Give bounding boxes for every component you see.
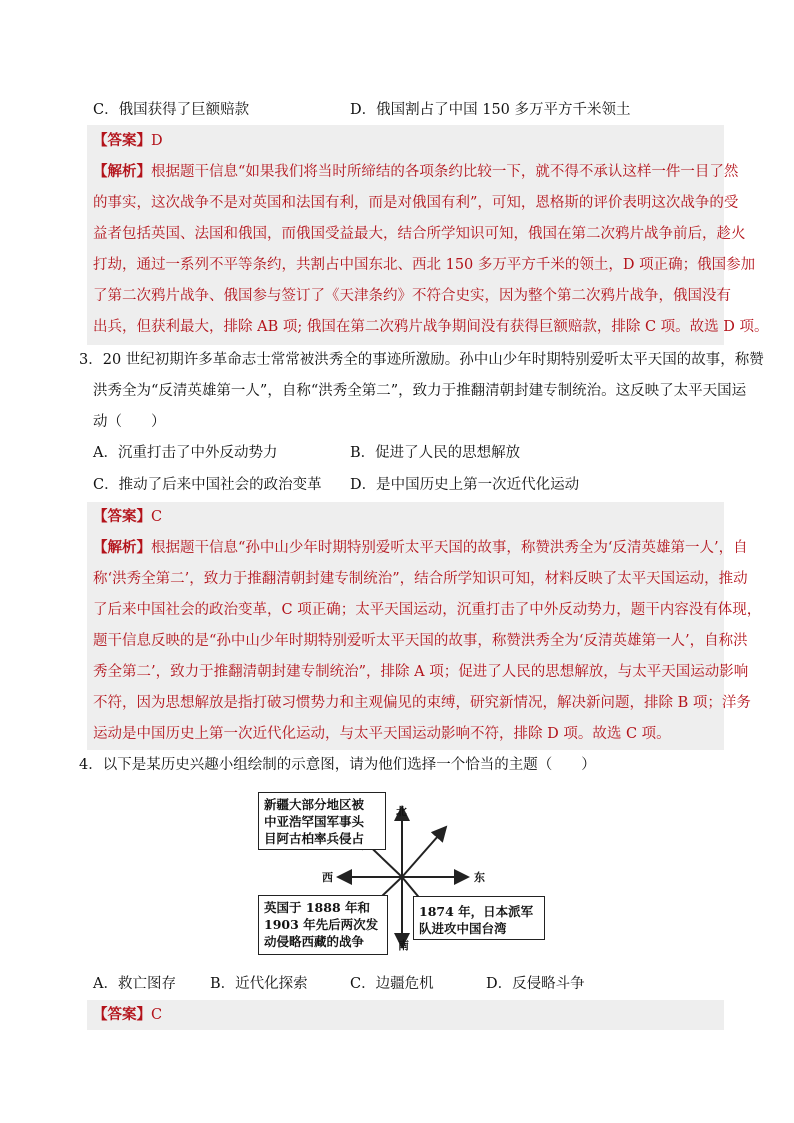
q3-option-d: D．是中国历史上第一次近代化运动 bbox=[350, 477, 580, 493]
answer-label: 【答案】 bbox=[93, 508, 151, 525]
q2-analysis-line: 益者包括英国、法国和俄国，而俄国受益最大，结合所学知识可知，俄国在第二次鸦片战争前后，趁火 bbox=[93, 226, 746, 242]
q4-option-c: C．边疆危机 bbox=[350, 976, 434, 992]
q2-analysis-line: 打劫，通过一系列不平等条约，共割占中国东北、西北 150 多万平方千米的领土，D 项正确；俄国参加 bbox=[93, 257, 756, 273]
q3-analysis-line: 运动是中国历史上第一次近代化运动，与太平天国运动影响不符，排除 D 项。故选 C 项。 bbox=[93, 726, 671, 742]
answer-value: C bbox=[151, 509, 163, 525]
q3-analysis-line: 称‘洪秀全第二’，致力于推翻清朝封建专制统治”，结合所学知识可知，材料反映了太平天国运动，推动 bbox=[93, 571, 748, 587]
q4-answer bbox=[93, 1004, 162, 1026]
q2-analysis-line: 了第二次鸦片战争、俄国参与签订了《天津条约》不符合史实，因为整个第二次鸦片战争，俄国没有 bbox=[93, 288, 731, 304]
q4-answer-block bbox=[87, 1000, 724, 1030]
q4-option-a: A．救亡图存 bbox=[93, 976, 176, 992]
q3-analysis-line: 【解析】根据题干信息“孙中山少年时期特别爱听太平天国的故事，称赞洪秀全为‘反清英雄第一人’，自 bbox=[93, 539, 748, 556]
diagram-box-taiwan: 1874 年，日本派军 队进攻中国台湾 bbox=[413, 896, 545, 940]
analysis-label: 【解析】 bbox=[93, 539, 151, 556]
q3-stem-line: 3．20 世纪初期许多革命志士常常被洪秀全的事迹所激励。孙中山少年时期特别爱听太平天国的故事，称赞 bbox=[79, 352, 764, 368]
q4-option-b: B．近代化探索 bbox=[210, 976, 308, 992]
q2-option-d: D．俄国割占了中国 150 多万平方千米领土 bbox=[350, 102, 631, 118]
q2-analysis-line: 出兵，但获利最大，排除 AB 项; 俄国在第二次鸦片战争期间没有获得巨额赔款，排除 C 项。故选 D 项。 bbox=[93, 319, 769, 335]
q3-answer bbox=[93, 506, 162, 528]
diagram-box-xinjiang: 新疆大部分地区被 中亚浩罕国军事头 目阿古柏率兵侵占 bbox=[258, 792, 386, 850]
direction-west: 西 bbox=[322, 871, 333, 884]
direction-north: 北 bbox=[396, 805, 407, 818]
q3-analysis-line: 秀全第二’，致力于推翻清朝封建专制统治”，排除 A 项；促进了人民的思想解放，与太平天国运动影响 bbox=[93, 664, 749, 680]
q3-analysis-line: 不符，因为思想解放是指打破习惯势力和主观偏见的束缚，研究新情况，解决新问题，排除 B 项；洋务 bbox=[93, 695, 751, 711]
answer-value: D bbox=[151, 133, 163, 149]
q4-option-d: D．反侵略斗争 bbox=[486, 976, 585, 992]
q3-option-b: B．促进了人民的思想解放 bbox=[350, 445, 521, 461]
q3-option-a: A．沉重打击了中外反动势力 bbox=[93, 445, 278, 461]
diagram-box-tibet: 英国于 1888 年和 1903 年先后两次发 动侵略西藏的战争 bbox=[258, 895, 388, 955]
answer-value: C bbox=[151, 1007, 163, 1023]
q2-analysis-line: 【解析】根据题干信息“如果我们将当时所缔结的各项条约比较一下，就不得不承认这样一件一目了然 bbox=[93, 163, 739, 180]
q3-analysis-line: 题干信息反映的是“孙中山少年时期特别爱听太平天国的故事，称赞洪秀全为‘反清英雄第一人’，自称洪 bbox=[93, 633, 748, 649]
direction-south: 南 bbox=[398, 939, 409, 952]
q4-stem: 4．以下是某历史兴趣小组绘制的示意图，请为他们选择一个恰当的主题（ ） bbox=[79, 757, 596, 773]
q2-analysis-line: 的事实，这次战争不是对英国和法国有利，而是对俄国有利”，可知，恩格斯的评价表明这次战争的受 bbox=[93, 195, 739, 211]
q2-option-c: C．俄国获得了巨额赔款 bbox=[93, 102, 250, 118]
direction-east: 东 bbox=[474, 871, 485, 884]
answer-label: 【答案】 bbox=[93, 132, 151, 149]
q3-stem-line: 洪秀全为“反清英雄第一人”，自称“洪秀全第二”，致力于推翻清朝封建专制统治。这反映了太平天国运 bbox=[93, 383, 747, 399]
q3-stem-line: 动（ ） bbox=[93, 414, 166, 430]
analysis-label: 【解析】 bbox=[93, 163, 151, 180]
q3-analysis-line: 了后来中国社会的政治变革，C 项正确；太平天国运动，沉重打击了中外反动势力，题干内容没有体现， bbox=[93, 602, 762, 618]
arrow-northeast bbox=[402, 827, 446, 877]
q3-option-c: C．推动了后来中国社会的政治变革 bbox=[93, 477, 322, 493]
answer-label: 【答案】 bbox=[93, 1006, 151, 1023]
q2-answer bbox=[93, 130, 163, 152]
